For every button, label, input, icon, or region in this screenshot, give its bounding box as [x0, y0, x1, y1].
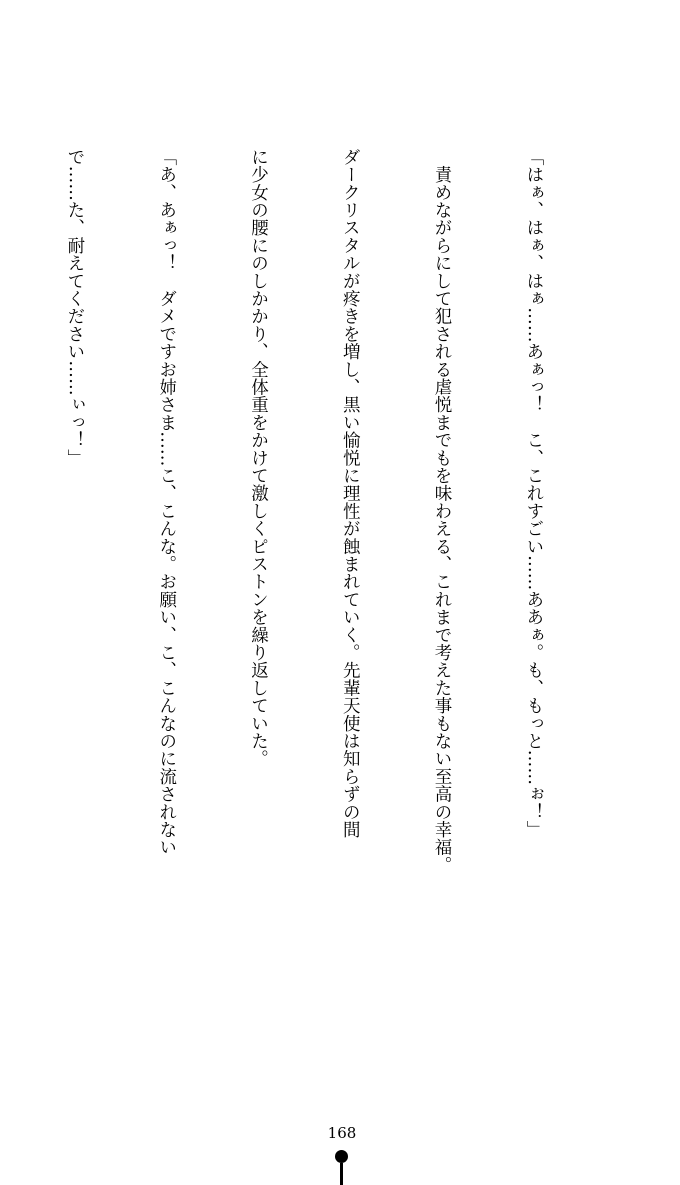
text-line: で……た、耐えてください……ぃっ！」	[64, 148, 85, 467]
body-text	[0, 148, 610, 968]
text-line: 責めながらにして犯される虐悦までもを味わえる、これまで考えた事もない至高の幸福。	[432, 148, 453, 874]
text-line: 「あ、あぁっ！ ダメですお姉さま……こ、こんな。お願い、こ、こんなのに流されない	[156, 148, 177, 856]
text-line: 「はぁ、はぁ、はぁ……あぁっ！ こ、これすごい……ああぁ。も、もっと……ぉ！」	[523, 148, 544, 839]
text-line: に少女の腰にのしかかり、全体重をかけて激しくピストンを繰り返していた。	[248, 148, 269, 768]
page-marker-dot-icon	[335, 1150, 348, 1163]
text-line: ダークリスタルが疼きを増し、黒い愉悦に理性が蝕まれていく。先輩天使は知らずの間	[340, 148, 361, 839]
page-number: 168	[327, 1124, 357, 1142]
page-marker-line	[340, 1163, 343, 1185]
